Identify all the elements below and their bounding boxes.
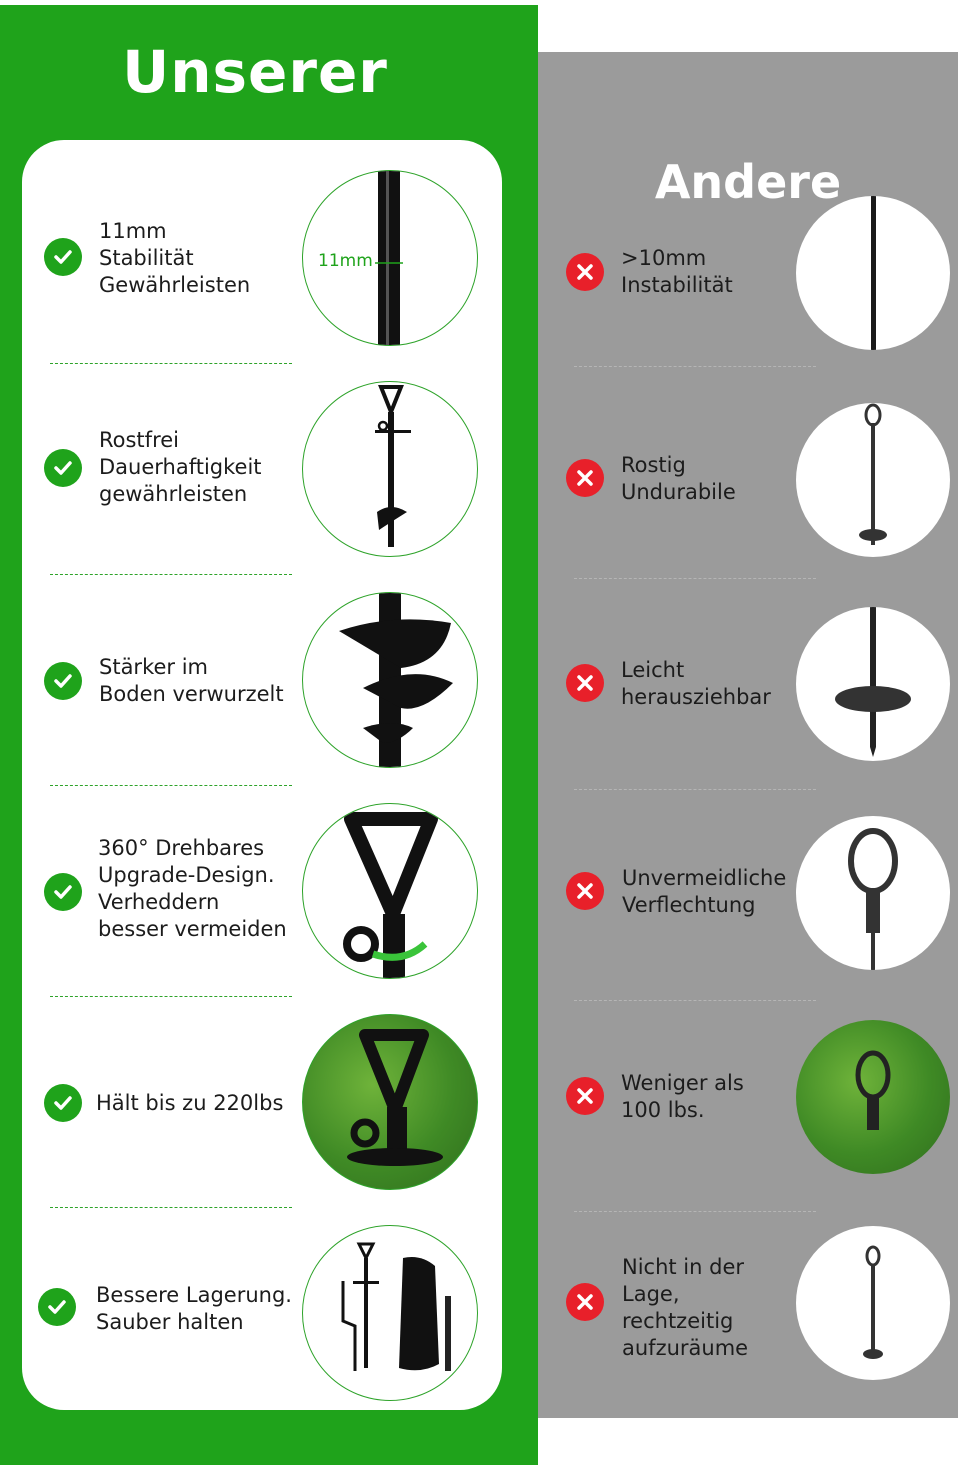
check-icon <box>38 1288 76 1326</box>
grass-stake-image <box>302 1014 478 1190</box>
full-stake-image <box>302 381 478 557</box>
left-label-5: Hält bis zu 220lbs <box>96 1091 284 1115</box>
left-card <box>22 140 502 1410</box>
left-divider <box>50 996 292 997</box>
right-label-5: Weniger als 100 lbs. <box>621 1071 744 1122</box>
swivel-handle-image <box>302 803 478 979</box>
loop-handle-image <box>796 816 950 970</box>
thin-stake-image <box>796 196 950 350</box>
right-divider <box>574 789 816 790</box>
x-icon <box>566 1077 604 1115</box>
right-row-1 <box>538 212 958 423</box>
check-icon <box>44 449 82 487</box>
rusty-stake-image <box>796 403 950 557</box>
left-label-2: Rostfrei Dauerhaftigkeit gewährleisten <box>99 428 262 506</box>
right-row-6 <box>538 1252 958 1463</box>
auger-closeup-image <box>796 607 950 761</box>
right-row-4 <box>538 842 958 1053</box>
right-label-1: >10mm Instabilität <box>621 246 733 297</box>
right-row-2 <box>538 422 958 633</box>
rod-closeup-image <box>302 170 478 346</box>
bag-brand-text: Vokapoog <box>389 1296 399 1346</box>
left-divider <box>50 574 292 575</box>
diameter-callout: 11mm <box>318 251 373 271</box>
left-divider <box>50 785 292 786</box>
left-row-5 <box>22 1004 502 1215</box>
left-label-4: 360° Drehbares Upgrade-Design. Verheddern besser vermeiden <box>98 836 287 941</box>
small-stake-image <box>796 1226 950 1380</box>
left-divider <box>50 363 292 364</box>
left-divider <box>50 1207 292 1208</box>
storage-set-image <box>302 1225 478 1401</box>
right-divider <box>574 1211 816 1212</box>
right-panel <box>538 52 958 1418</box>
check-icon <box>44 662 82 700</box>
right-label-6: Nicht in der Lage, rechtzeitig aufzuräume <box>622 1255 749 1360</box>
left-label-6: Bessere Lagerung. Sauber halten <box>96 1283 292 1334</box>
auger-spiral-image <box>302 592 478 768</box>
check-icon <box>44 1084 82 1122</box>
right-divider <box>574 578 816 579</box>
grass-loop-image <box>796 1020 950 1174</box>
right-label-4: Unvermeidliche Verflechtung <box>622 866 787 917</box>
right-title: Andere <box>654 155 842 209</box>
left-row-3 <box>22 582 502 793</box>
check-icon <box>44 238 82 276</box>
left-row-6 <box>22 1215 502 1426</box>
x-icon <box>566 253 604 291</box>
x-icon <box>566 664 604 702</box>
x-icon <box>566 872 604 910</box>
right-label-2: Rostig Undurabile <box>621 453 736 504</box>
left-row-2 <box>22 371 502 582</box>
right-divider <box>574 1000 816 1001</box>
right-row-3 <box>538 632 958 843</box>
left-title: Unserer <box>122 38 388 106</box>
left-row-1 <box>22 160 502 371</box>
x-icon <box>566 459 604 497</box>
right-label-3: Leicht herausziehbar <box>621 658 771 709</box>
left-row-4 <box>22 793 502 1004</box>
x-icon <box>566 1283 604 1321</box>
right-divider <box>574 366 816 367</box>
check-icon <box>44 873 82 911</box>
left-label-1: 11mm Stabilität Gewährleisten <box>99 219 251 297</box>
left-label-3: Stärker im Boden verwurzelt <box>99 655 284 706</box>
